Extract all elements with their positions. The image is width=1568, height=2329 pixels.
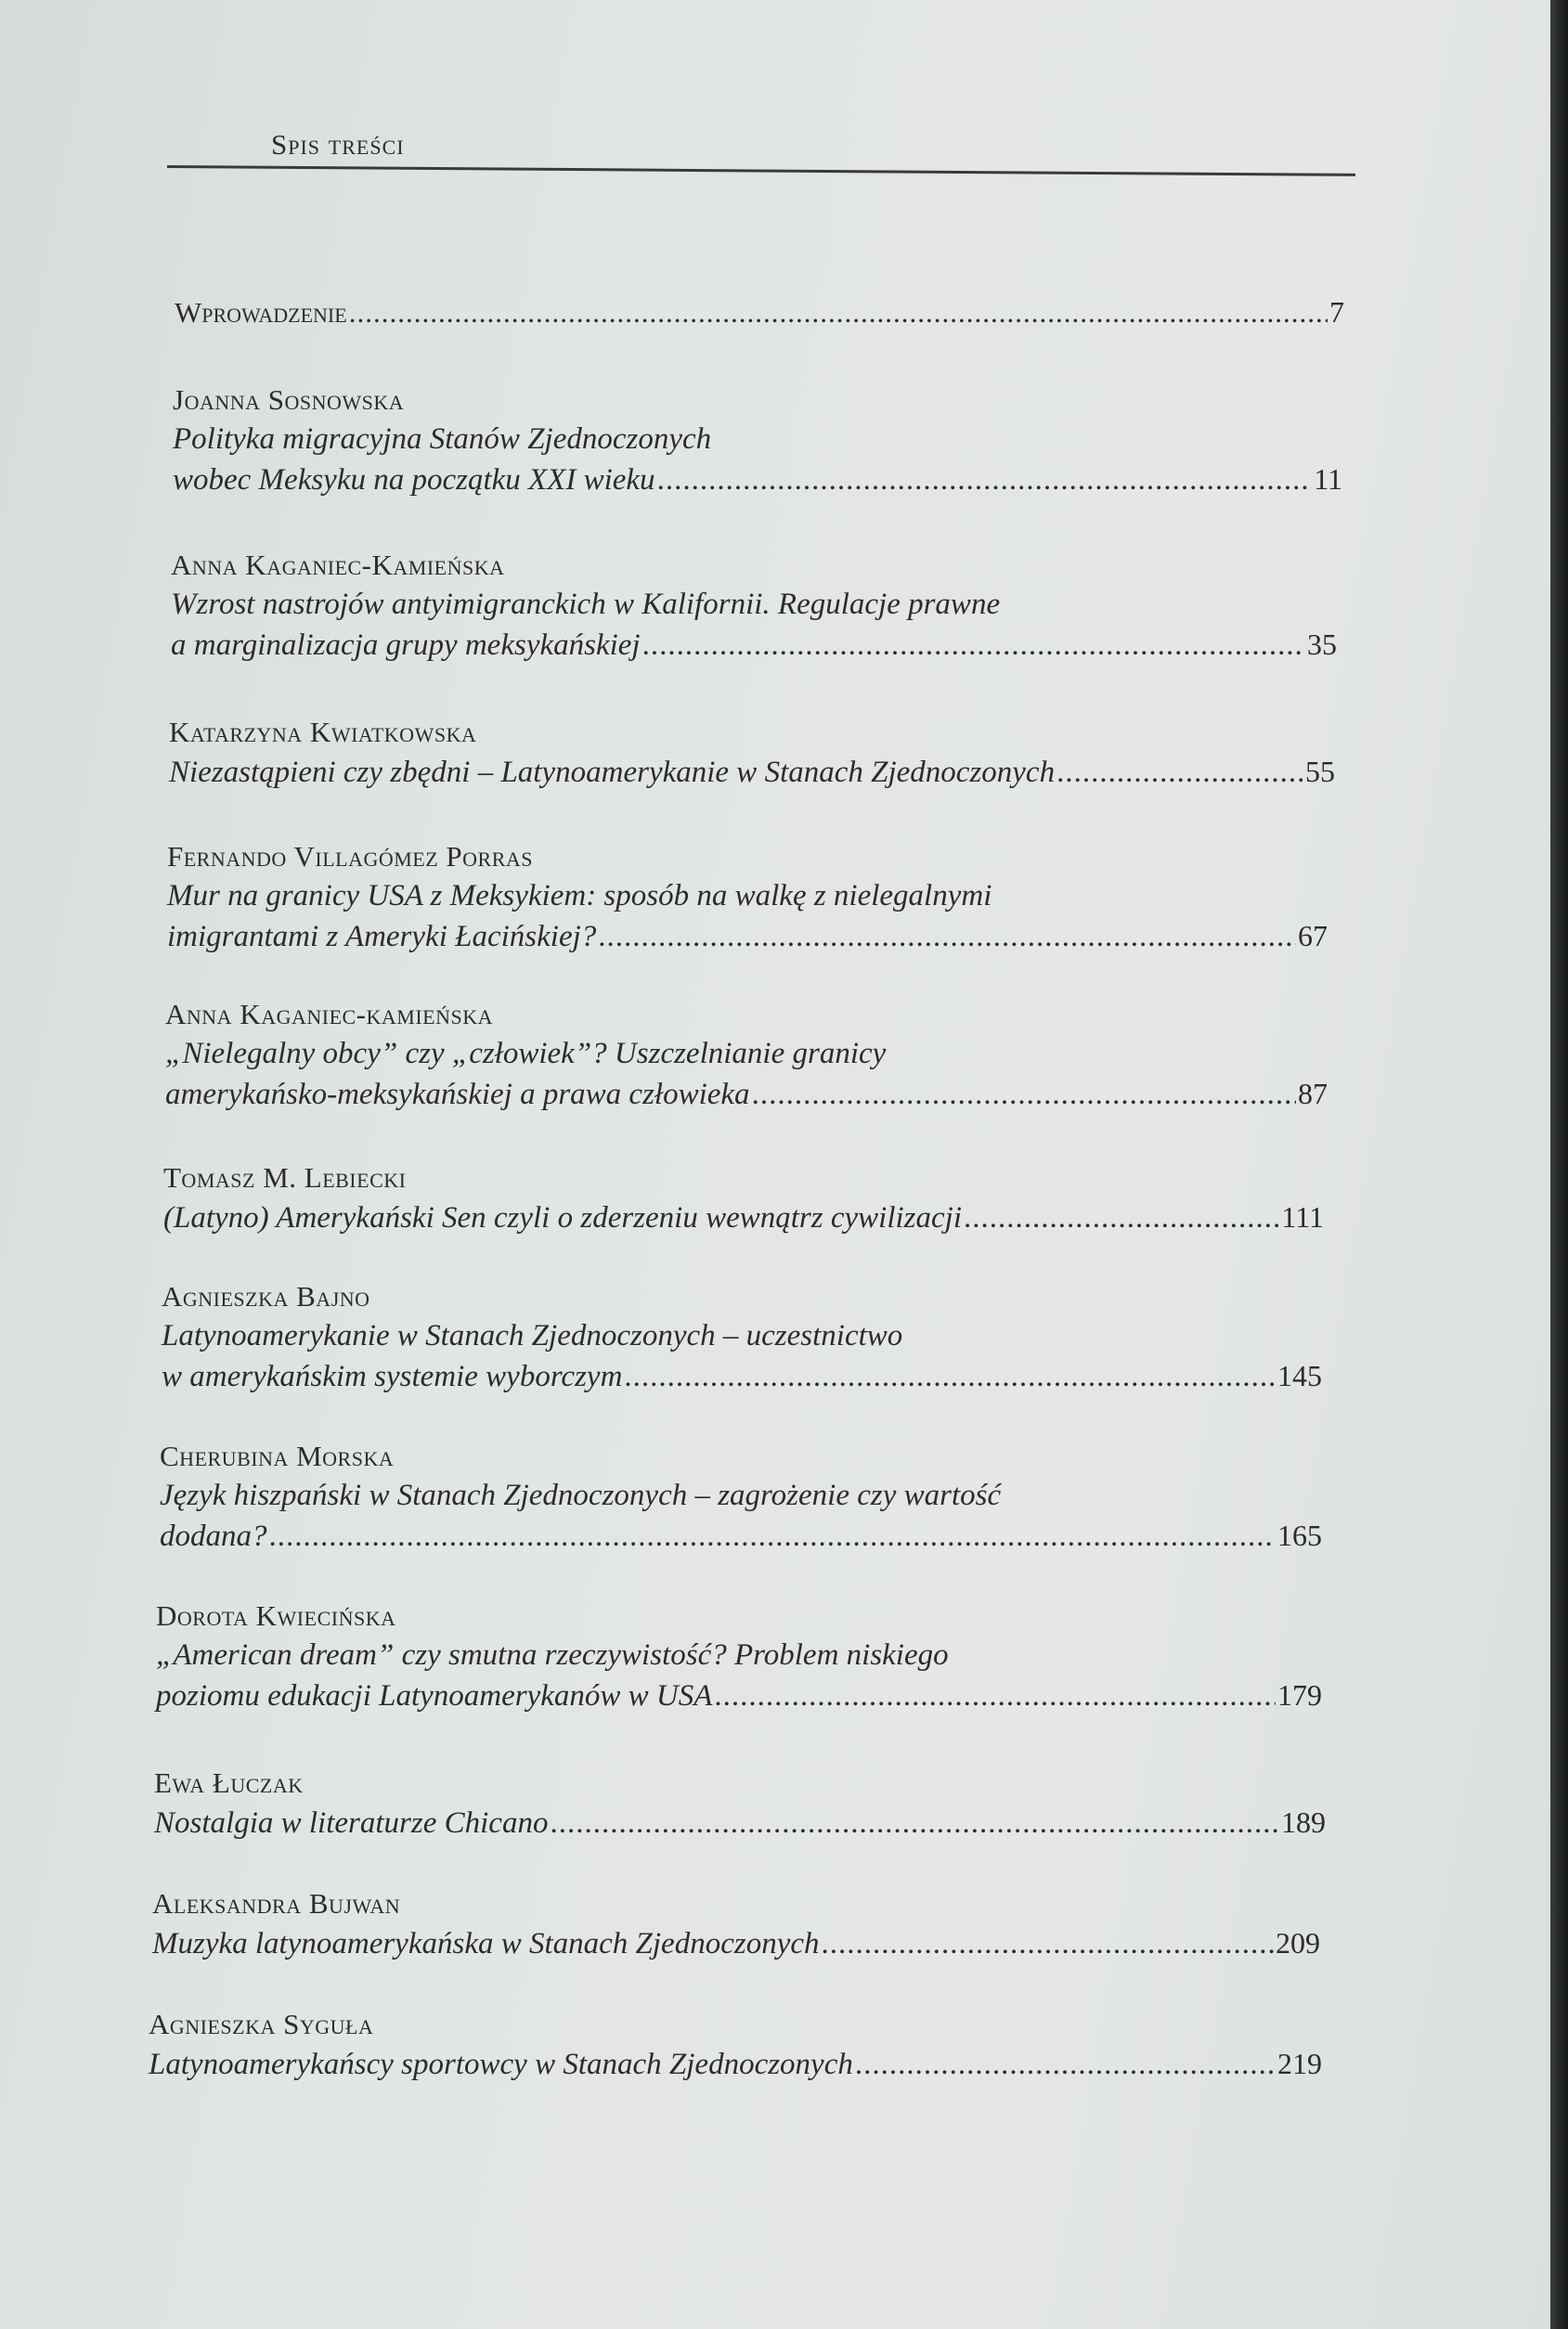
page-edge-shadow	[1550, 0, 1568, 2329]
page-number: 67	[1298, 919, 1328, 952]
page-number: 219	[1277, 2047, 1322, 2080]
chapter-title-line: Polityka migracyjna Stanów Zjednoczonych	[173, 422, 712, 456]
page-number: 111	[1281, 1200, 1324, 1234]
author-name: Agnieszka Syguła	[149, 2008, 374, 2040]
dot-leader	[855, 2045, 1276, 2085]
author-name: Katarzyna Kwiatkowska	[169, 716, 477, 748]
chapter-title-line: „American dream” czy smutna rzeczywistość? Problem niskiego	[156, 1638, 949, 1672]
dot-leader	[752, 1075, 1296, 1115]
toc-entry-introduction	[175, 295, 1344, 330]
chapter-title-line: „Nielegalny obcy” czy „człowiek”? Uszczelnianie granicy	[165, 1037, 887, 1070]
author-name: Ewa Łuczak	[154, 1766, 304, 1799]
dot-leader	[624, 1357, 1276, 1397]
introduction-label: Wprowadzenie	[175, 296, 347, 329]
introduction-line	[175, 295, 1344, 330]
chapter-title-line: Mur na granicy USA z Meksykiem: sposób na walkę z nielegalnymi	[167, 879, 992, 912]
chapter-title-final-line	[173, 459, 1342, 500]
dot-leader	[1056, 753, 1303, 793]
chapter-title-line: wobec Meksyku na początku XXI wieku	[173, 463, 655, 497]
chapter-title-final-line	[152, 1923, 1320, 1964]
chapter-title-line: Latynoamerykańscy sportowcy w Stanach Zjednoczonych	[149, 2048, 853, 2081]
author-name: Anna Kaganiec-kamieńska	[165, 998, 493, 1030]
chapter-title-final-line	[156, 1676, 1322, 1716]
author-name: Aleksandra Bujwan	[152, 1887, 401, 1920]
toc-entry	[162, 1277, 1322, 1397]
page-number: 145	[1277, 1359, 1322, 1392]
author-name: Dorota Kwiecińska	[156, 1599, 396, 1632]
chapter-title-final-line	[162, 1356, 1322, 1397]
page-number: 209	[1276, 1926, 1320, 1960]
chapter-title-line: a marginalizacja grupy meksykańskiej	[171, 628, 641, 662]
chapter-title-final-line	[167, 916, 1328, 957]
chapter-title-final-line	[149, 2044, 1322, 2085]
toc-entry	[169, 713, 1335, 793]
author-name: Tomasz M. Lebiecki	[163, 1161, 407, 1194]
page-number: 7	[1329, 295, 1344, 329]
chapter-title-line: dodana?	[160, 1520, 267, 1553]
dot-leader	[598, 917, 1296, 957]
toc-entry	[149, 2005, 1322, 2085]
chapter-title-line: amerykańsko-meksykańskiej a prawa człowieka	[165, 1078, 750, 1111]
dot-leader	[642, 626, 1305, 666]
page-number: 179	[1277, 1678, 1322, 1712]
chapter-title-final-line	[171, 625, 1337, 666]
chapter-title-line: Muzyka latynoamerykańska w Stanach Zjednoczonych	[152, 1927, 820, 1960]
toc-entry	[163, 1158, 1324, 1238]
toc-entry	[167, 837, 1328, 957]
author-name: Cherubina Morska	[160, 1440, 395, 1472]
chapter-title-line: imigrantami z Ameryki Łacińskiej?	[167, 920, 597, 953]
toc-entry	[152, 1884, 1320, 1964]
chapter-title-line: Latynoamerykanie w Stanach Zjednoczonych – uczestnictwo	[162, 1319, 903, 1352]
chapter-title-final-line	[165, 1074, 1328, 1115]
page-number: 11	[1314, 462, 1342, 496]
toc-entry	[154, 1764, 1326, 1844]
dot-leader	[269, 1517, 1276, 1557]
toc-entry	[165, 995, 1328, 1115]
chapter-title-final-line	[163, 1197, 1324, 1238]
page-number: 165	[1277, 1519, 1322, 1552]
dot-leader	[657, 460, 1313, 500]
chapter-title-line: (Latyno) Amerykański Sen czyli o zderzeniu wewnątrz cywilizacji	[163, 1201, 962, 1235]
author-name: Fernando Villagómez Porras	[167, 840, 534, 873]
dot-leader	[822, 1924, 1275, 1964]
author-name: Joanna Sosnowska	[173, 383, 405, 416]
toc-entry	[171, 546, 1337, 666]
toc-entry	[160, 1437, 1322, 1557]
chapter-title-line: Nostalgia w literaturze Chicano	[154, 1806, 549, 1840]
page-number: 87	[1298, 1077, 1328, 1110]
page-number: 55	[1305, 755, 1335, 788]
chapter-title-line: Język hiszpański w Stanach Zjednoczonych – zagrożenie czy wartość	[160, 1479, 1002, 1512]
dot-leader	[964, 1198, 1279, 1238]
author-name: Anna Kaganiec-Kamieńska	[171, 549, 505, 581]
dot-leader	[550, 1804, 1279, 1844]
chapter-title-line: Wzrost nastrojów antyimigranckich w Kalifornii. Regulacje prawne	[171, 588, 1001, 621]
chapter-title-final-line	[160, 1516, 1322, 1557]
chapter-title-line: poziomu edukacji Latynoamerykanów w USA	[156, 1679, 713, 1713]
dot-leader	[714, 1676, 1276, 1716]
chapter-title-final-line	[154, 1803, 1326, 1844]
author-name: Agnieszka Bajno	[162, 1280, 370, 1313]
dot-leader	[349, 296, 1328, 330]
toc-heading: Spis treści	[271, 128, 405, 161]
chapter-title-line: Niezastąpieni czy zbędni – Latynoamerykanie w Stanach Zjednoczonych	[169, 756, 1056, 789]
toc-entry	[173, 381, 1342, 500]
page-number: 35	[1307, 628, 1337, 661]
chapter-title-final-line	[169, 752, 1335, 793]
toc-entry	[156, 1597, 1322, 1716]
page-number: 189	[1281, 1805, 1326, 1839]
chapter-title-line: w amerykańskim systemie wyborczym	[162, 1360, 623, 1393]
